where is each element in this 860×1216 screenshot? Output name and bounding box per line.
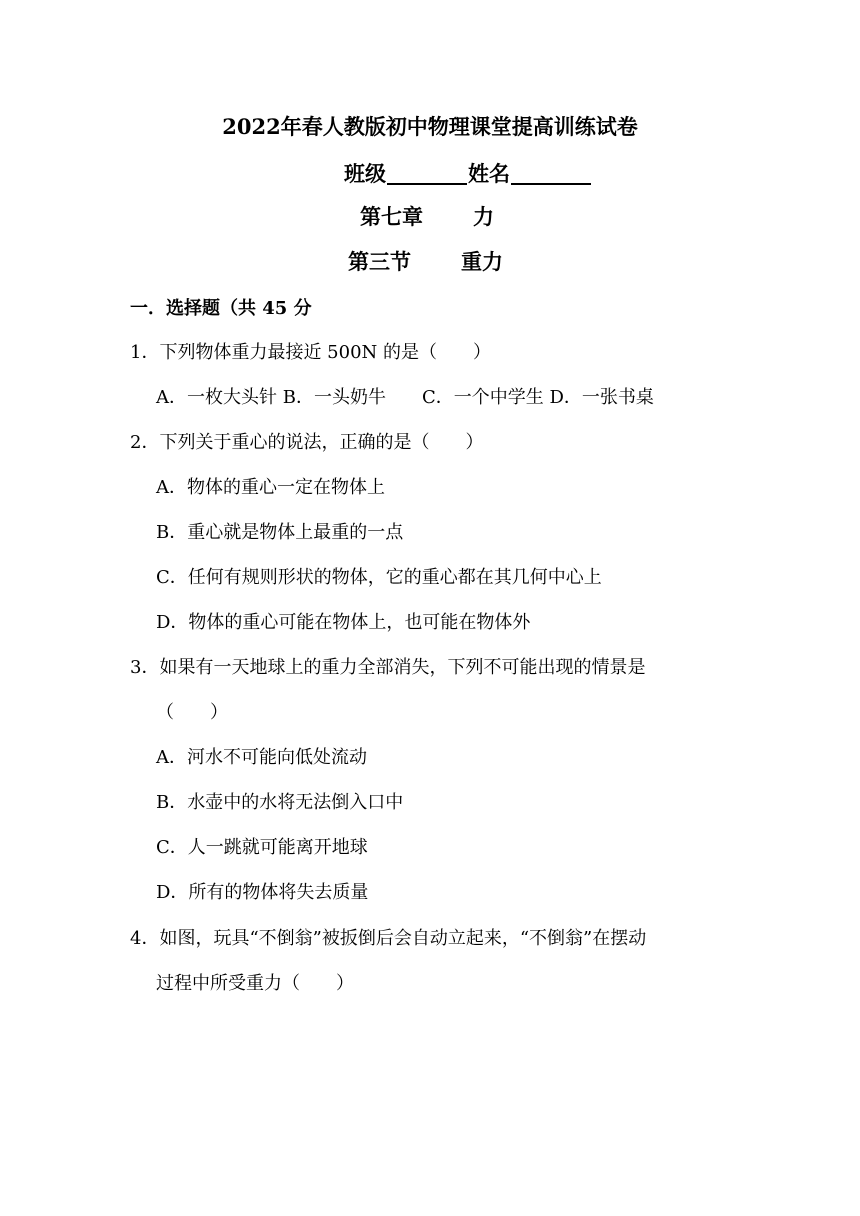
question-2-stem: 2．下列关于重心的说法，正确的是（ ） (130, 432, 484, 453)
exam-title: 2022年春人教版初中物理课堂提高训练试卷 (222, 114, 638, 139)
question-3-option-b: B．水壶中的水将无法倒入口中 (156, 792, 404, 813)
name-blank[interactable] (511, 157, 591, 185)
question-4-stem: 4．如图，玩具“不倒翁”被扳倒后会自动立起来，“不倒翁”在摆动 (130, 928, 647, 949)
question-2-option-a: A．物体的重心一定在物体上 (156, 477, 385, 498)
part-heading: 一．选择题（共 45 分 (130, 298, 312, 319)
class-name-line (344, 157, 592, 190)
question-2-option-b: B．重心就是物体上最重的一点 (156, 522, 404, 543)
question-3-option-a: A．河水不可能向低处流动 (156, 747, 367, 768)
question-2-option-d: D．物体的重心可能在物体上，也可能在物体外 (156, 612, 531, 633)
question-3-option-d: D．所有的物体将失去质量 (156, 882, 369, 903)
chapter-label: 第七章 (360, 204, 423, 229)
question-3-stem: 3．如果有一天地球上的重力全部消失，下列不可能出现的情景是 (130, 657, 646, 678)
name-label: 姓名 (468, 161, 510, 186)
question-2-option-c: C．任何有规则形状的物体，它的重心都在其几何中心上 (156, 567, 602, 588)
class-blank[interactable] (387, 157, 467, 185)
question-3-option-c: C．人一跳就可能离开地球 (156, 837, 368, 858)
chapter-topic: 力 (473, 204, 494, 229)
section-heading (348, 246, 503, 278)
class-label: 班级 (344, 161, 386, 186)
question-1-options: A．一枚大头针 B．一头奶牛 C．一个中学生 D．一张书桌 (156, 387, 654, 408)
question-4-stem-cont: 过程中所受重力（ ） (156, 973, 354, 994)
section-label: 第三节 (348, 249, 411, 274)
question-3-stem-cont: （ ） (156, 702, 228, 723)
question-1-stem: 1．下列物体重力最接近 500N 的是（ ） (130, 342, 492, 363)
chapter-heading (360, 201, 494, 233)
section-topic: 重力 (461, 249, 503, 274)
